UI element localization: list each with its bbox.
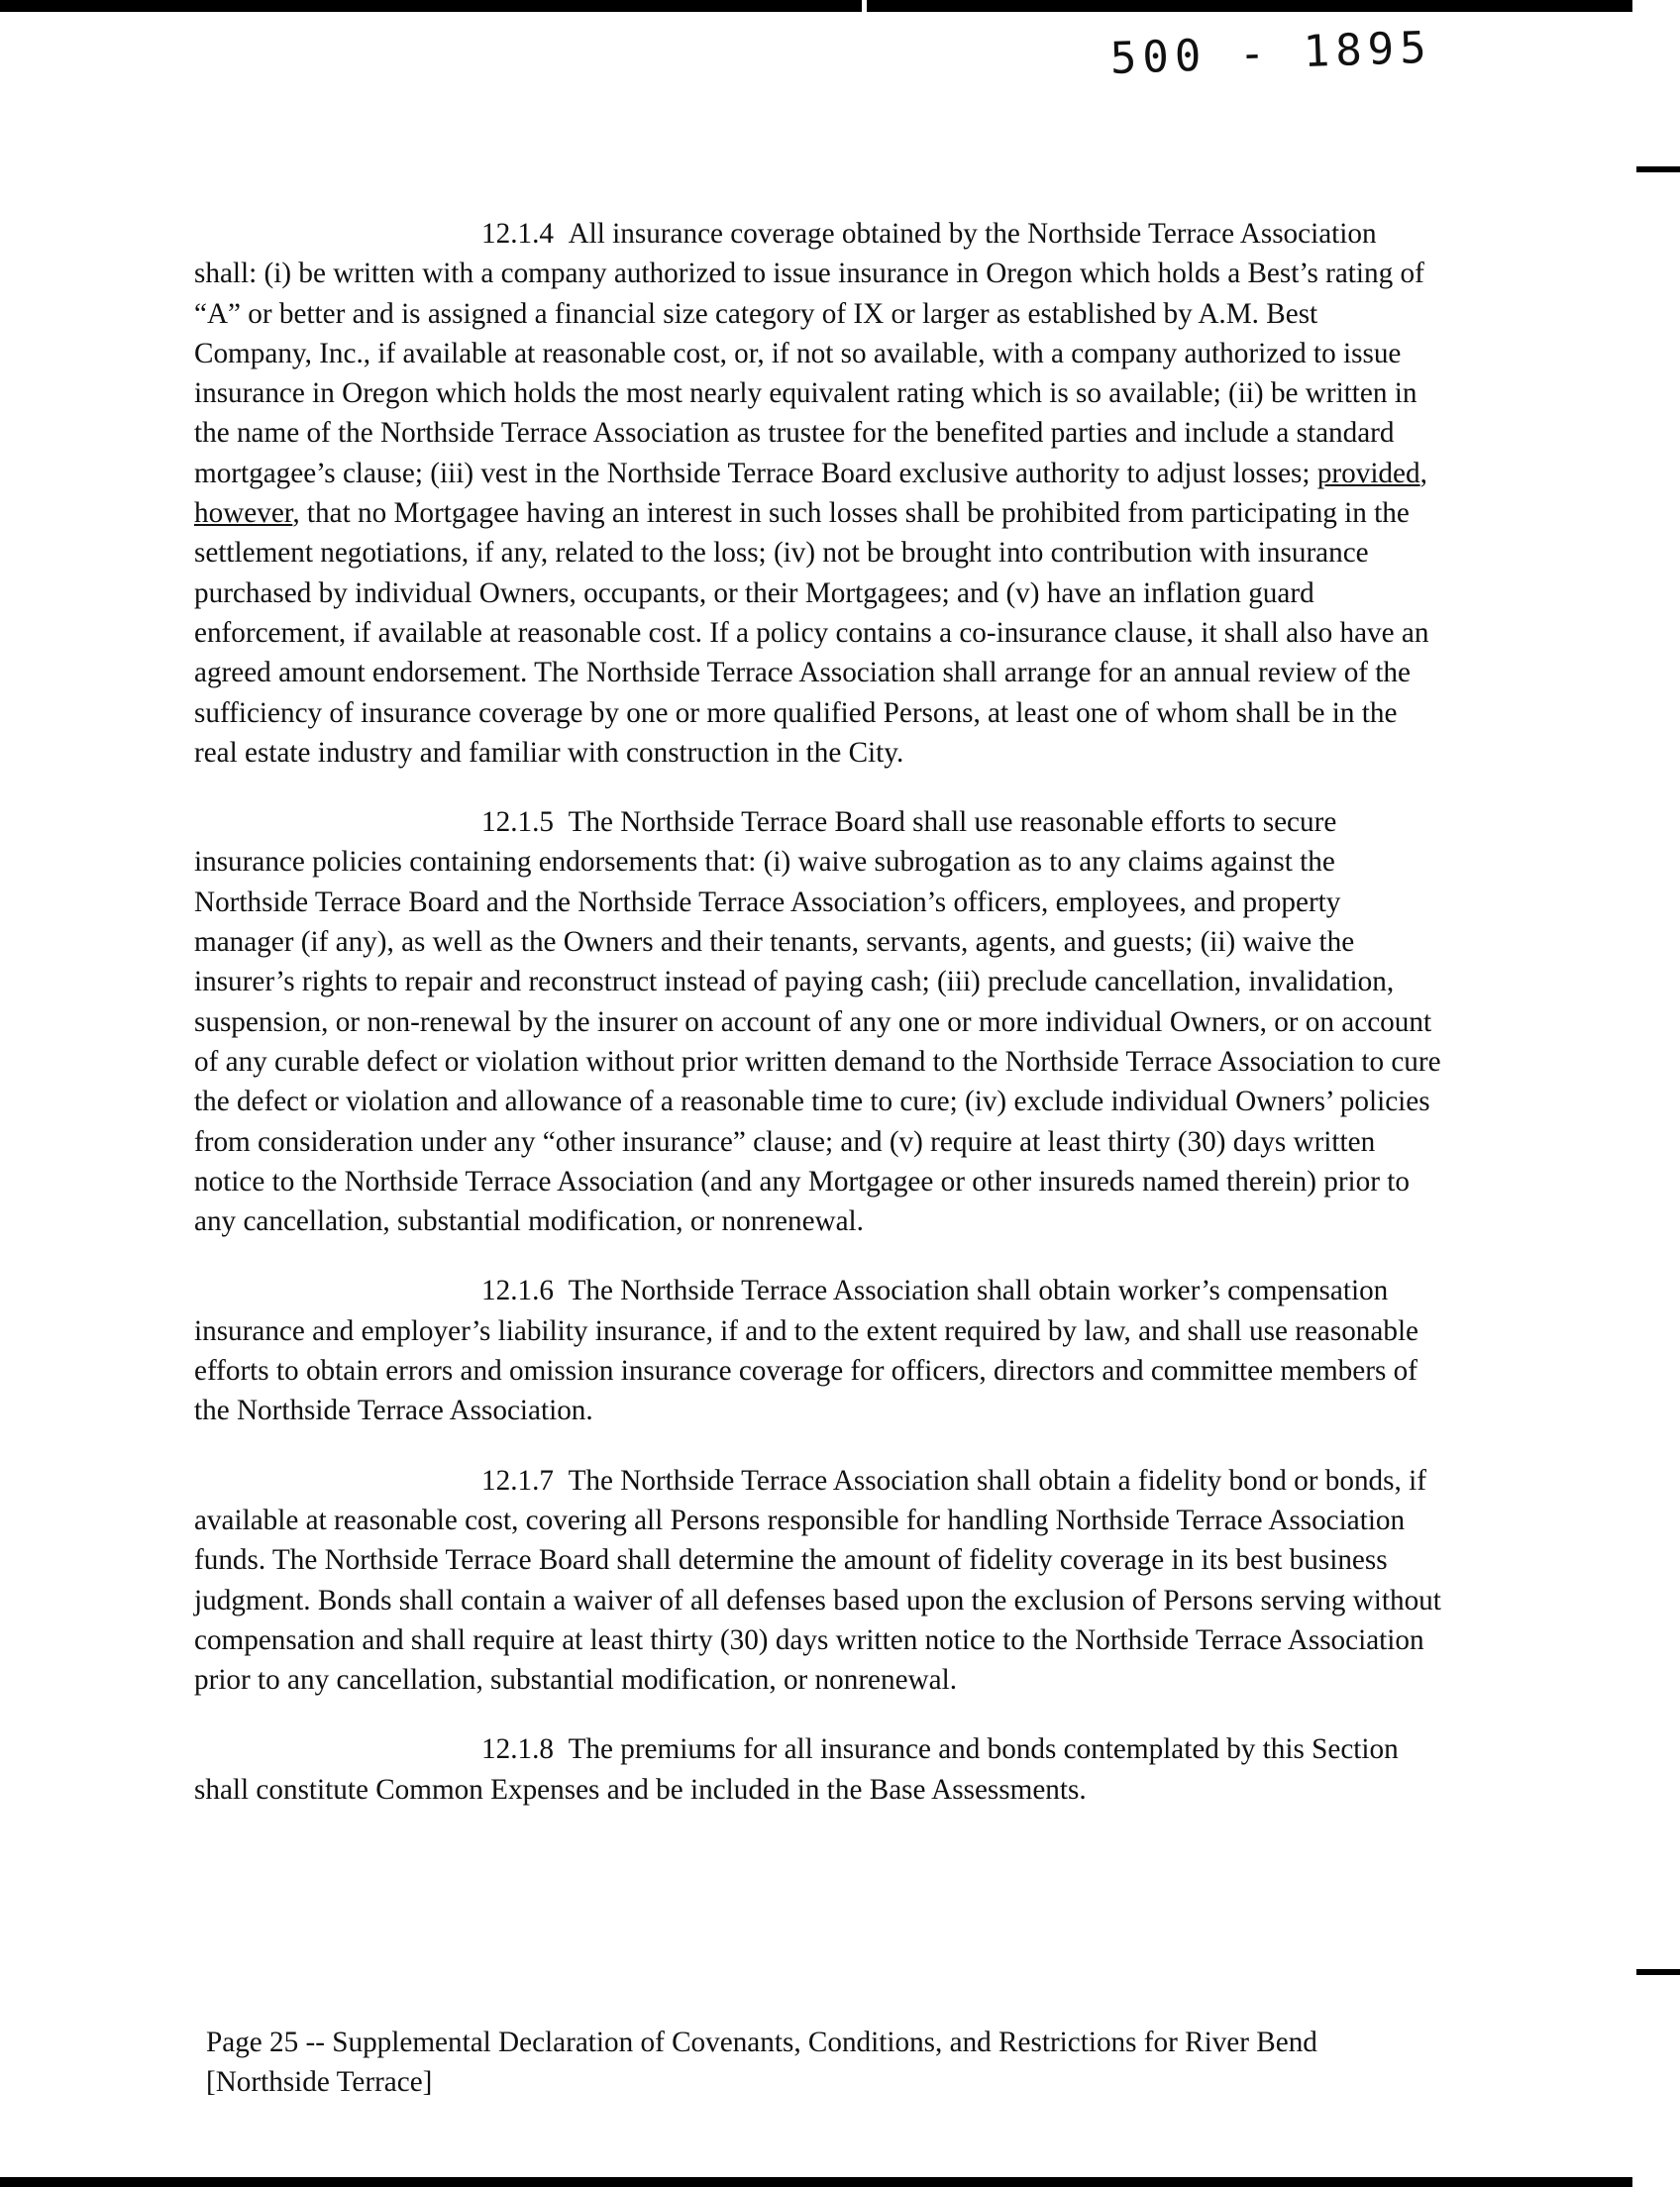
section-12-1-5	[194, 802, 1442, 1241]
section-text: The Northside Terrace Board shall use reasonable efforts to secure insurance policies containing endorsements that: (i) waive subrogation as to any claims against the Northside Terrace Board and the Northside Terrace Association’s officers, employees, and property manager (if any), as well as the Owners and their tenants, servants, agents, and guests; (ii) waive the insurer’s rights to repair and reconstruct instead of paying cash; (iii) preclude cancellation, invalidation, suspension, or non-renewal by the insurer on account of any one or more individual Owners, or on account of any curable defect or violation without prior written demand to the Northside Terrace Association to cure the defect or violation and allowance of a reasonable time to cure; (iv) exclude individual Owners’ policies from consideration under any “other insurance” clause; and (v) require at least thirty (30) days written notice to the Northside Terrace Association (and any Mortgagee or other insureds named therein) prior to any cancellation, substantial modification, or nonrenewal.	[194, 806, 1441, 1238]
footer-line-2: [Northside Terrace]	[206, 2066, 433, 2098]
section-text: The premiums for all insurance and bonds contemplated by this Section shall constitute Common Expenses and be included in the Base Assessments.	[194, 1733, 1399, 1806]
scan-edge-mark	[1636, 166, 1680, 172]
section-12-1-4	[194, 214, 1442, 773]
scan-edge-gap	[862, 0, 867, 12]
section-number: 12.1.4	[481, 218, 554, 250]
document-page	[0, 12, 1632, 2177]
underlined-term-provided: provided	[1316, 457, 1420, 489]
comma-separator: ,	[1419, 457, 1427, 489]
underlined-term-however: however	[194, 497, 293, 530]
scan-right-margin	[1632, 0, 1680, 2187]
document-body	[194, 214, 1442, 1839]
section-text: All insurance coverage obtained by the Northside Terrace Association shall: (i) be written with a company authorized to issue insurance in Oregon which holds a Best’s rating of “A” or better and is assigned a financial size category of IX or larger as established by A.M. Best Company, Inc., if available at reasonable cost, or, if not so available, with a company authorized to issue insurance in Oregon which holds the most nearly equivalent rating which is so available; (ii) be written in the name of the Northside Terrace Association as trustee for the benefited parties and include a standard mortgagee’s clause; (iii) vest in the Northside Terrace Board exclusive authority to adjust losses;	[194, 218, 1424, 489]
section-number: 12.1.8	[481, 1733, 554, 1766]
section-number: 12.1.7	[481, 1464, 554, 1497]
section-text: The Northside Terrace Association shall obtain worker’s compensation insurance and employer’s liability insurance, if and to the extent required by law, and shall use reasonable efforts to obtain errors and omission insurance coverage for officers, directors and committee members of the Northside Terrace Association.	[194, 1275, 1419, 1427]
section-number: 12.1.6	[481, 1275, 554, 1307]
scan-edge-mark	[1636, 1969, 1680, 1975]
section-number: 12.1.5	[481, 806, 554, 839]
section-12-1-8	[194, 1729, 1442, 1810]
footer-line-1: Page 25 -- Supplemental Declaration of Covenants, Conditions, and Restrictions for River Bend	[206, 2027, 1317, 2058]
section-12-1-7	[194, 1461, 1442, 1701]
section-text-continued: , that no Mortgagee having an interest in such losses shall be prohibited from participating in the settlement negotiations, if any, related to the loss; (iv) not be brought into contribution with insurance purchased by individual Owners, occupants, or their Mortgagees; and (v) have an inflation guard enforcement, if available at reasonable cost. If a policy contains a co-insurance clause, it shall also have an agreed amount endorsement. The Northside Terrace Association shall arrange for an annual review of the sufficiency of insurance coverage by one or more qualified Persons, at least one of whom shall be in the real estate industry and familiar with construction in the City.	[194, 497, 1429, 769]
page-footer	[206, 2023, 1454, 2102]
section-text: The Northside Terrace Association shall obtain a fidelity bond or bonds, if available at reasonable cost, covering all Persons responsible for handling Northside Terrace Association funds. The Northside Terrace Board shall determine the amount of fidelity coverage in its best business judgment. Bonds shall contain a waiver of all defenses based upon the exclusion of Persons serving without compensation and shall require at least thirty (30) days written notice to the Northside Terrace Association prior to any cancellation, substantial modification, or nonrenewal.	[194, 1464, 1441, 1697]
section-12-1-6	[194, 1271, 1442, 1430]
document-number: 500 - 1895	[1109, 22, 1433, 84]
